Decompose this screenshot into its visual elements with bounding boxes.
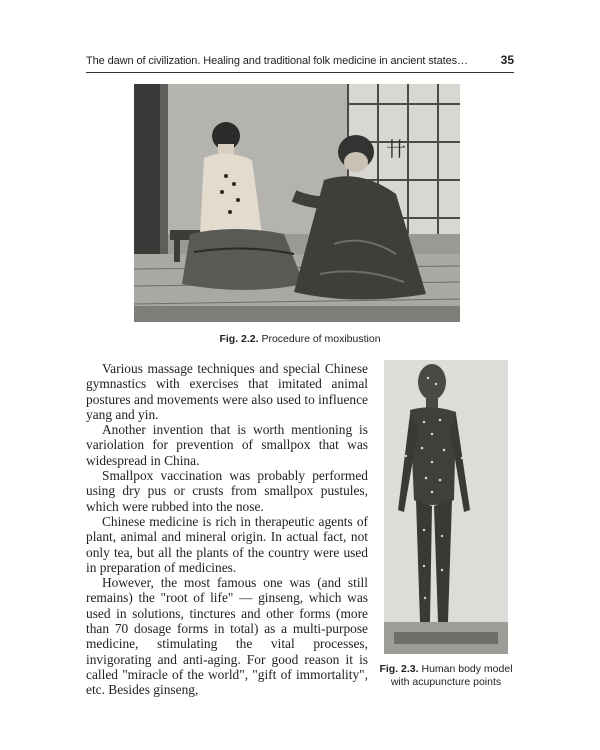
figure-caption-text: Procedure of moxibustion: [258, 333, 381, 345]
paragraph: Chinese medicine is rich in therapeutic agents of plant, animal and mineral origin. In actual fact, not only tea, but all the plants of the country were used in preparation of medicines.: [86, 513, 368, 575]
figure-acupuncture-model-image: [384, 360, 508, 654]
figure-caption-acupuncture: [378, 663, 514, 689]
figure-caption-text: Human body model with acupuncture points: [390, 663, 513, 688]
paragraph: However, the most famous one was (and still remains) the "root of life" — ginseng, which was used in solutions, tinctures and other forms (more than 70 dosage forms in total) as a multi-purpose medicine, stimulating the vital processes, invigorating and anti-aging. For good reason it is called "miracle of the world", "gift of immortality", etc. Besides ginseng,: [86, 575, 368, 698]
page-number: 35: [500, 53, 514, 67]
figure-label: Fig. 2.3.: [379, 663, 419, 675]
paragraph: Another invention that is worth mentioning is variolation for prevention of smallpox that was widespread in China.: [86, 422, 368, 468]
figure-moxibustion-image: [134, 84, 460, 322]
paragraph: Smallpox vaccination was probably performed using dry pus or crusts from smallpox pustules, which were rubbed into the nose.: [86, 468, 368, 514]
header-title: The dawn of civilization. Healing and traditional folk medicine in ancient states…: [86, 55, 468, 67]
main-text-column: [86, 361, 368, 698]
wall-calligraphy: 卄: [386, 137, 406, 161]
running-header: [86, 52, 514, 73]
figure-label: Fig. 2.2.: [219, 333, 259, 345]
paragraph: Various massage techniques and special Chinese gymnastics with exercises that imitated animal postures and movements were also used to influence yang and yin.: [86, 361, 368, 422]
figure-caption-moxibustion: [0, 333, 600, 345]
